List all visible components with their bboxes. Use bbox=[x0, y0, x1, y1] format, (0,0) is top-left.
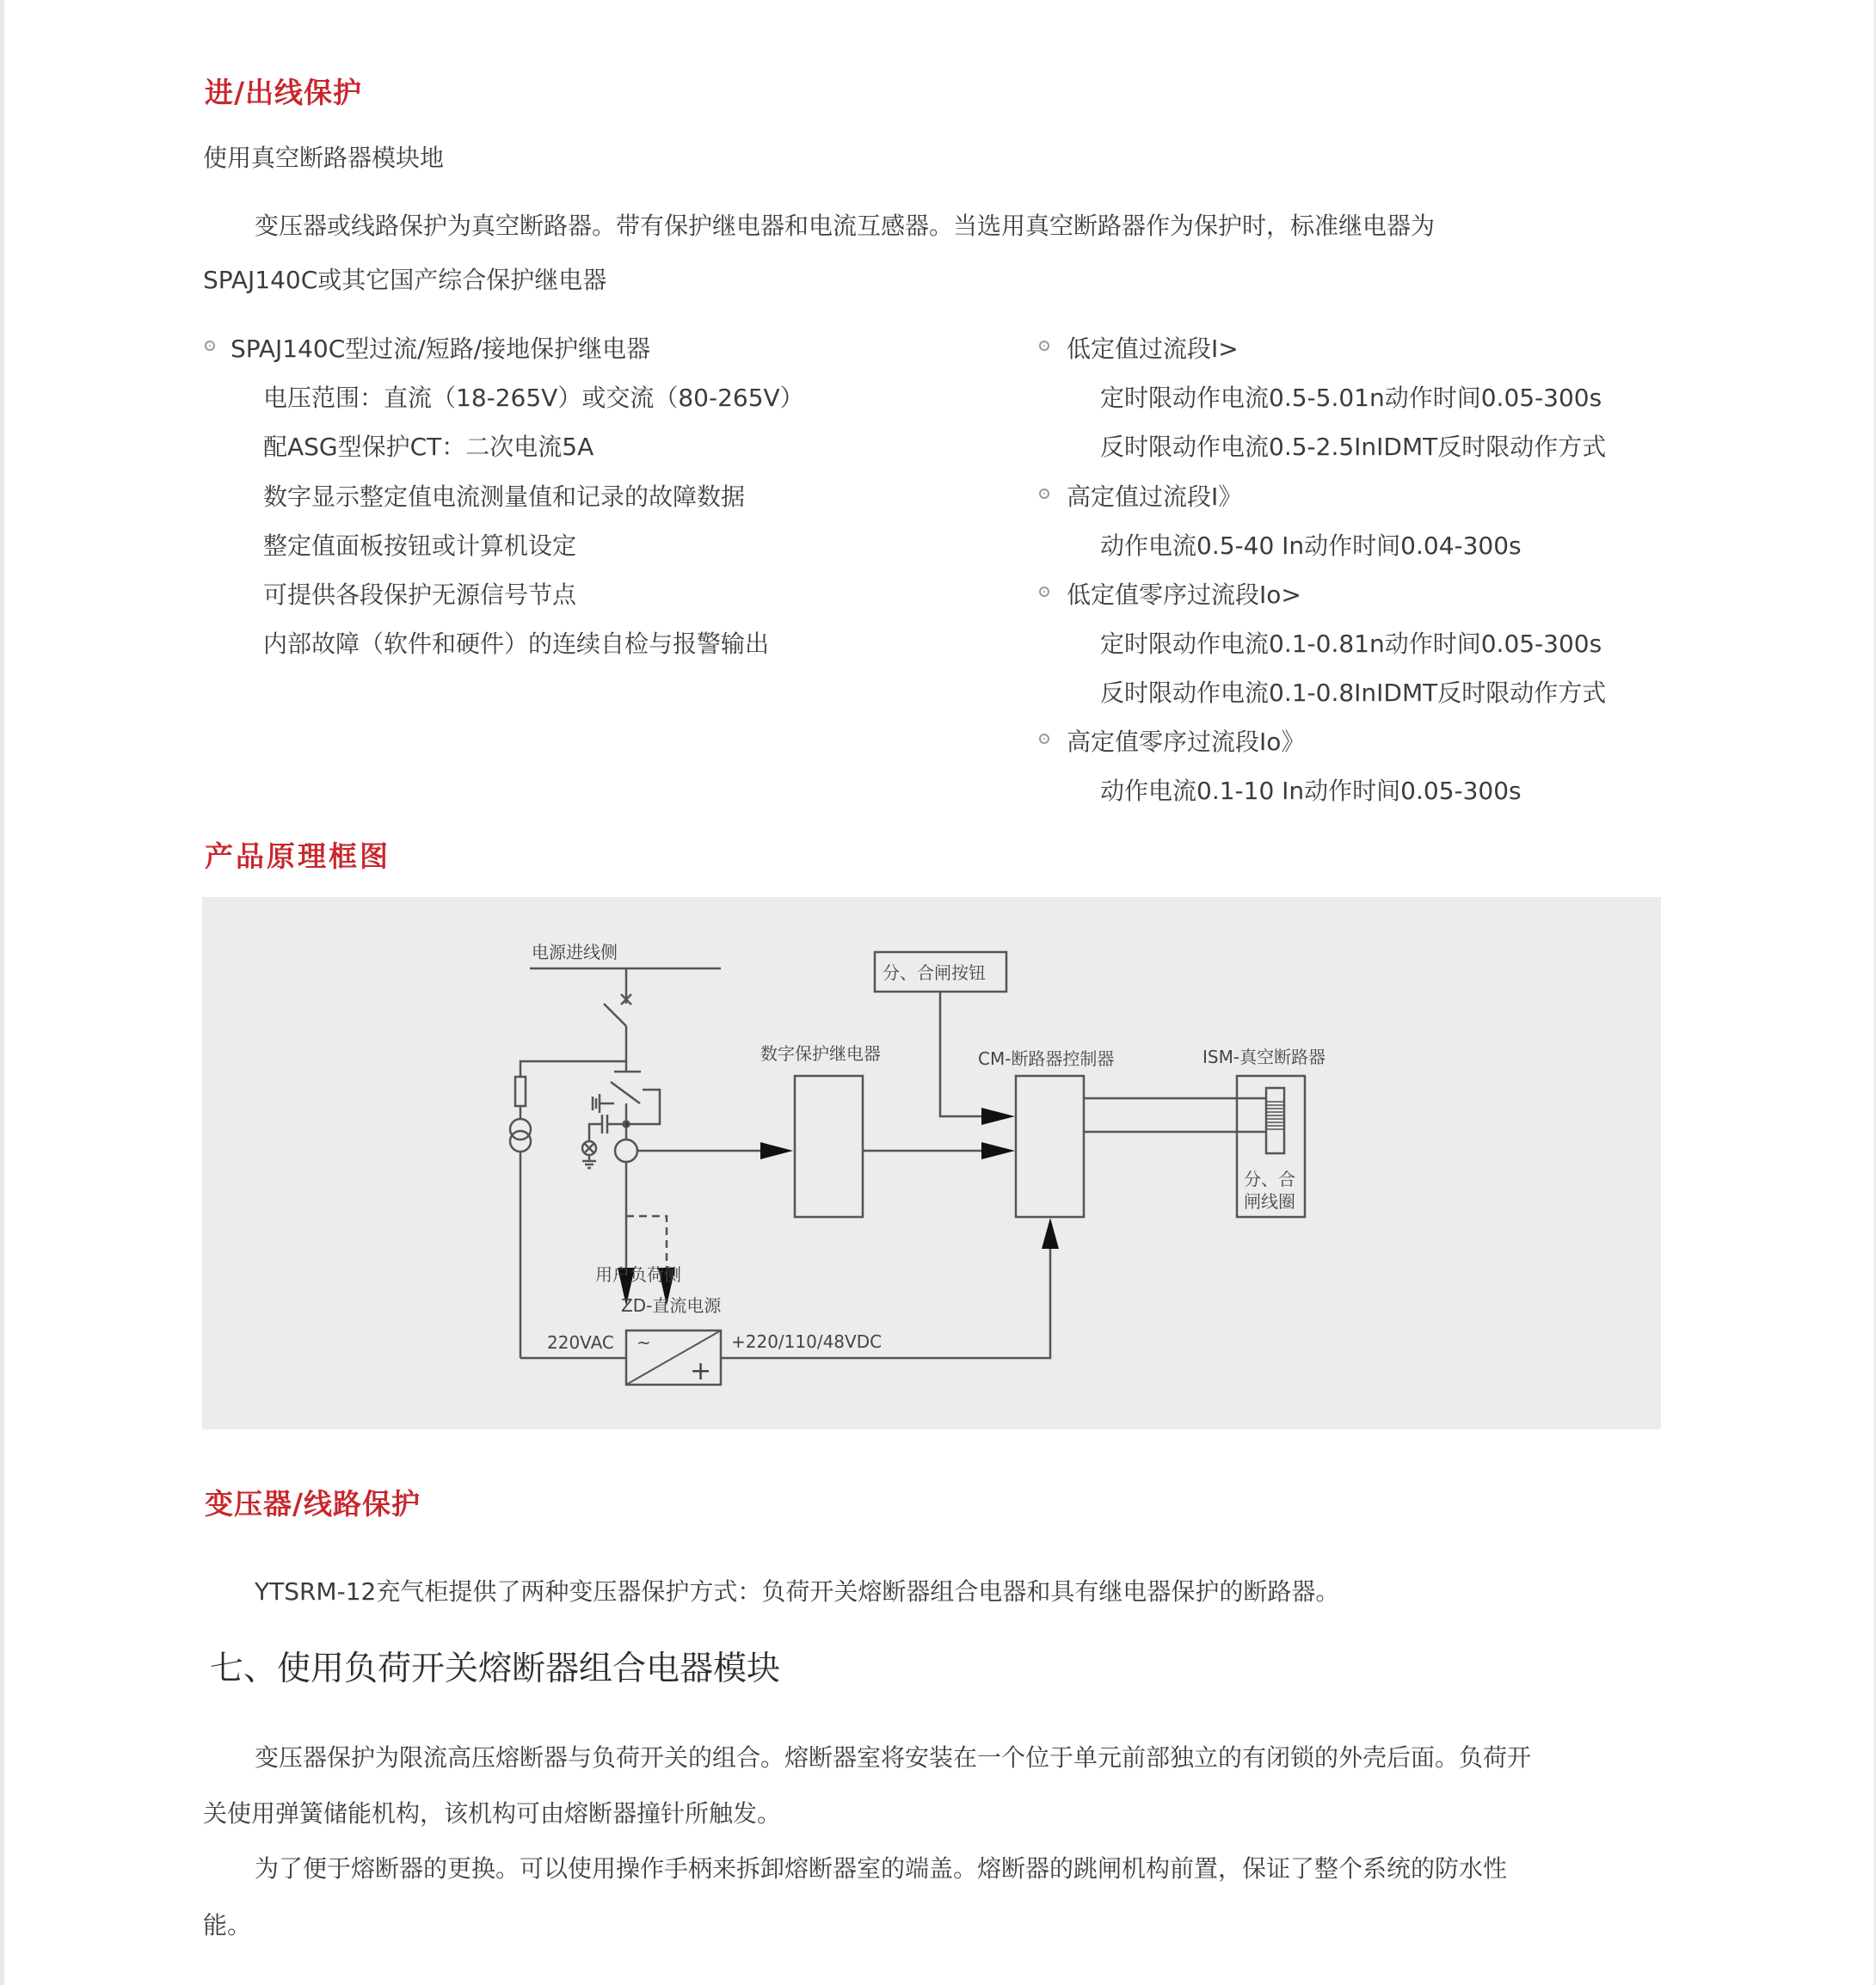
label-ac-input: 220VAC bbox=[547, 1332, 614, 1353]
arrow-icon bbox=[981, 1142, 1015, 1159]
coil-winding bbox=[1266, 1102, 1284, 1129]
section-title-inout: 进/出线保护 bbox=[205, 76, 363, 109]
list-bullet-title: SPAJ140C型过流/短路/接地保护继电器 bbox=[231, 335, 651, 363]
arrow-icon bbox=[981, 1108, 1015, 1125]
current-transformer-symbol bbox=[615, 1140, 637, 1162]
list-item: 配ASG型保护CT：二次电流5A bbox=[263, 433, 594, 461]
breaker-contact bbox=[611, 1082, 640, 1103]
label-coil-line2: 闸线圈 bbox=[1244, 1191, 1295, 1212]
arrow-icon bbox=[760, 1142, 793, 1159]
list-item: 反时限动作电流0.1-0.8InIDMT反时限动作方式 bbox=[1100, 679, 1607, 707]
intro-paragraph-line2: SPAJ140C或其它国产综合保护继电器 bbox=[203, 266, 607, 294]
label-vacuum-breaker: ISM-真空断路器 bbox=[1202, 1047, 1326, 1067]
disconnector-blade bbox=[604, 1004, 626, 1026]
list-item: 反时限动作电流0.5-2.5InIDMT反时限动作方式 bbox=[1100, 433, 1607, 461]
section-title-transformer: 变压器/线路保护 bbox=[205, 1487, 421, 1521]
label-open-close-button: 分、合闸按钮 bbox=[883, 962, 986, 983]
list-bullet-title: 低定值过流段I> bbox=[1067, 335, 1239, 363]
list-item: 定时限动作电流0.1-0.81n动作时间0.05-300s bbox=[1100, 630, 1602, 658]
intro-paragraph-line1: 变压器或线路保护为真空断路器。带有保护继电器和电流互感器。当选用真空断路器作为保护时，标准继电器为 bbox=[255, 212, 1436, 240]
paragraph-1-line2: 关使用弹簧储能机构，该机构可由熔断器撞针所触发。 bbox=[203, 1799, 782, 1828]
breaker-controller-box bbox=[1016, 1076, 1084, 1217]
list-item: 动作电流0.5-40 In动作时间0.04-300s bbox=[1100, 532, 1522, 560]
section-title-diagram: 产品原理框图 bbox=[205, 839, 391, 873]
dc-symbol: + bbox=[690, 1356, 712, 1386]
paragraph-2-line1: 为了便于熔断器的更换。可以使用操作手柄来拆卸熔断器室的端盖。熔断器的跳闸机构前置，保证了整个系统的防水性 bbox=[255, 1854, 1508, 1883]
label-dc-supply: ZD-直流电源 bbox=[621, 1295, 722, 1316]
paragraph-2-line2: 能。 bbox=[203, 1911, 252, 1939]
breaker-bracket bbox=[626, 1090, 660, 1124]
list-bullet-title: 高定值零序过流段Io》 bbox=[1067, 728, 1306, 756]
label-power-in: 电源进线侧 bbox=[532, 942, 618, 962]
list-item: 可提供各段保护无源信号节点 bbox=[263, 581, 577, 609]
list-item: 数字显示整定值电流测量值和记录的故障数据 bbox=[263, 482, 746, 511]
protection-relay-box bbox=[795, 1076, 863, 1217]
ac-symbol: ~ bbox=[637, 1332, 651, 1353]
list-item: 电压范围：直流（18-265V）或交流（80-265V） bbox=[263, 384, 804, 412]
list-item: 内部故障（软件和硬件）的连续自检与报警输出 bbox=[263, 630, 770, 658]
list-item: 整定值面板按钮或计算机设定 bbox=[263, 532, 577, 560]
list-item: 动作电流0.1-10 In动作时间0.05-300s bbox=[1100, 777, 1522, 805]
label-protection-relay: 数字保护继电器 bbox=[760, 1043, 881, 1064]
coil-symbol bbox=[1266, 1088, 1284, 1153]
capacitor-symbol bbox=[589, 1115, 626, 1141]
fuse-symbol bbox=[515, 1077, 526, 1106]
list-item: 定时限动作电流0.5-5.01n动作时间0.05-300s bbox=[1100, 384, 1602, 412]
paragraph-1-line1: 变压器保护为限流高压熔断器与负荷开关的组合。熔断器室将安装在一个位于单元前部独立的有闭锁的外壳后面。负荷开 bbox=[255, 1743, 1532, 1772]
section-title-seven: 七、使用负荷开关熔断器组合电器模块 bbox=[210, 1650, 781, 1688]
transformer-paragraph: YTSRM-12充气柜提供了两种变压器保护方式：负荷开关熔断器组合电器和具有继电器保护的断路器。 bbox=[255, 1577, 1340, 1606]
label-load-side: 用户负荷侧 bbox=[595, 1264, 681, 1285]
label-coil-line1: 分、合 bbox=[1244, 1169, 1295, 1189]
label-dc-output: +220/110/48VDC bbox=[731, 1331, 883, 1352]
label-breaker-controller: CM-断路器控制器 bbox=[978, 1048, 1115, 1069]
arrow-icon bbox=[1042, 1218, 1059, 1249]
ground-icon bbox=[593, 1094, 614, 1113]
indicator-lamp-icon bbox=[582, 1141, 596, 1168]
list-bullet-title: 高定值过流段I》 bbox=[1067, 482, 1243, 511]
list-bullet-title: 低定值零序过流段Io> bbox=[1067, 581, 1301, 609]
load-feeder-dashed bbox=[626, 1216, 667, 1271]
voltage-transformer-symbol bbox=[510, 1119, 531, 1152]
subtitle-vacuum-module: 使用真空断路器模块地 bbox=[203, 144, 445, 172]
pt-branch-line bbox=[520, 1061, 626, 1077]
